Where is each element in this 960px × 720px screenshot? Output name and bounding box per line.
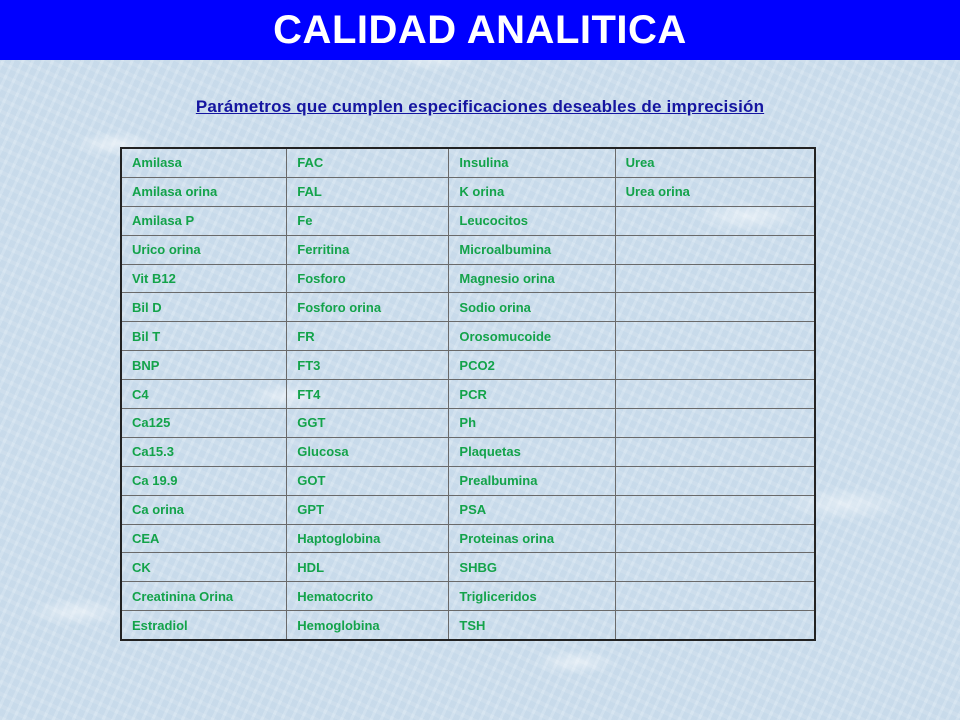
table-row <box>121 495 815 524</box>
table-cell <box>615 206 815 235</box>
table-cell: Prealbumina <box>449 466 615 495</box>
table-cell: Plaquetas <box>449 437 615 466</box>
table-cell: PSA <box>449 495 615 524</box>
table-cell: Orosomucoide <box>449 322 615 351</box>
table-cell: Amilasa P <box>121 206 287 235</box>
table-row <box>121 293 815 322</box>
table-cell: Urea <box>615 148 815 177</box>
table-cell: PCR <box>449 380 615 409</box>
table-cell: PCO2 <box>449 351 615 380</box>
table-cell: C4 <box>121 380 287 409</box>
table-cell: GGT <box>287 409 449 438</box>
table-cell: HDL <box>287 553 449 582</box>
table-cell <box>615 582 815 611</box>
table-cell: K orina <box>449 177 615 206</box>
table-row <box>121 264 815 293</box>
table-cell: GPT <box>287 495 449 524</box>
table-cell: FAL <box>287 177 449 206</box>
table-cell <box>615 409 815 438</box>
table-cell: Hemoglobina <box>287 611 449 640</box>
table-cell: Fosforo <box>287 264 449 293</box>
table-row <box>121 553 815 582</box>
table-cell: FT4 <box>287 380 449 409</box>
table-cell: Amilasa orina <box>121 177 287 206</box>
table-cell: Leucocitos <box>449 206 615 235</box>
table-cell: Urico orina <box>121 235 287 264</box>
table-cell <box>615 322 815 351</box>
table-cell: FT3 <box>287 351 449 380</box>
table-cell <box>615 466 815 495</box>
table-row <box>121 466 815 495</box>
table-cell: GOT <box>287 466 449 495</box>
table-cell: Bil T <box>121 322 287 351</box>
table-row <box>121 206 815 235</box>
table-cell: Trigliceridos <box>449 582 615 611</box>
table-cell: BNP <box>121 351 287 380</box>
table-cell: Fosforo orina <box>287 293 449 322</box>
table-cell: Insulina <box>449 148 615 177</box>
table-cell: Vit B12 <box>121 264 287 293</box>
title-bar <box>0 0 960 60</box>
table-cell: Amilasa <box>121 148 287 177</box>
table-row <box>121 524 815 553</box>
table-row <box>121 380 815 409</box>
table-cell: CEA <box>121 524 287 553</box>
subtitle: Parámetros que cumplen especificaciones deseables de imprecisión <box>195 97 765 116</box>
table-row <box>121 351 815 380</box>
table-cell: Ca125 <box>121 409 287 438</box>
page-title: CALIDAD ANALITICA <box>273 7 687 52</box>
table-cell: Ca 19.9 <box>121 466 287 495</box>
table-cell <box>615 293 815 322</box>
table-cell: Ca15.3 <box>121 437 287 466</box>
table-cell: Ferritina <box>287 235 449 264</box>
table-cell <box>615 437 815 466</box>
table-cell <box>615 380 815 409</box>
table-cell: SHBG <box>449 553 615 582</box>
parameters-table <box>120 147 816 641</box>
table-cell: TSH <box>449 611 615 640</box>
table-row <box>121 322 815 351</box>
table-cell <box>615 611 815 640</box>
table-row <box>121 148 815 177</box>
table-cell: Microalbumina <box>449 235 615 264</box>
table-row <box>121 409 815 438</box>
table-cell: Urea orina <box>615 177 815 206</box>
table-row <box>121 582 815 611</box>
table-row <box>121 235 815 264</box>
table-cell: Proteinas orina <box>449 524 615 553</box>
parameters-table-body <box>121 148 815 640</box>
table-cell: Bil D <box>121 293 287 322</box>
table-cell <box>615 495 815 524</box>
table-cell: Magnesio orina <box>449 264 615 293</box>
table-cell <box>615 524 815 553</box>
table-row <box>121 437 815 466</box>
table-cell: Hematocrito <box>287 582 449 611</box>
table-cell: CK <box>121 553 287 582</box>
table-cell: Ca orina <box>121 495 287 524</box>
table-cell <box>615 264 815 293</box>
table-cell: FAC <box>287 148 449 177</box>
table-cell: Fe <box>287 206 449 235</box>
table-cell: Ph <box>449 409 615 438</box>
table-cell <box>615 235 815 264</box>
table-cell <box>615 553 815 582</box>
table-cell: FR <box>287 322 449 351</box>
table-row <box>121 611 815 640</box>
table-cell: Creatinina Orina <box>121 582 287 611</box>
table-cell: Sodio orina <box>449 293 615 322</box>
table-cell: Glucosa <box>287 437 449 466</box>
table-cell: Haptoglobina <box>287 524 449 553</box>
table-cell <box>615 351 815 380</box>
table-row <box>121 177 815 206</box>
table-cell: Estradiol <box>121 611 287 640</box>
